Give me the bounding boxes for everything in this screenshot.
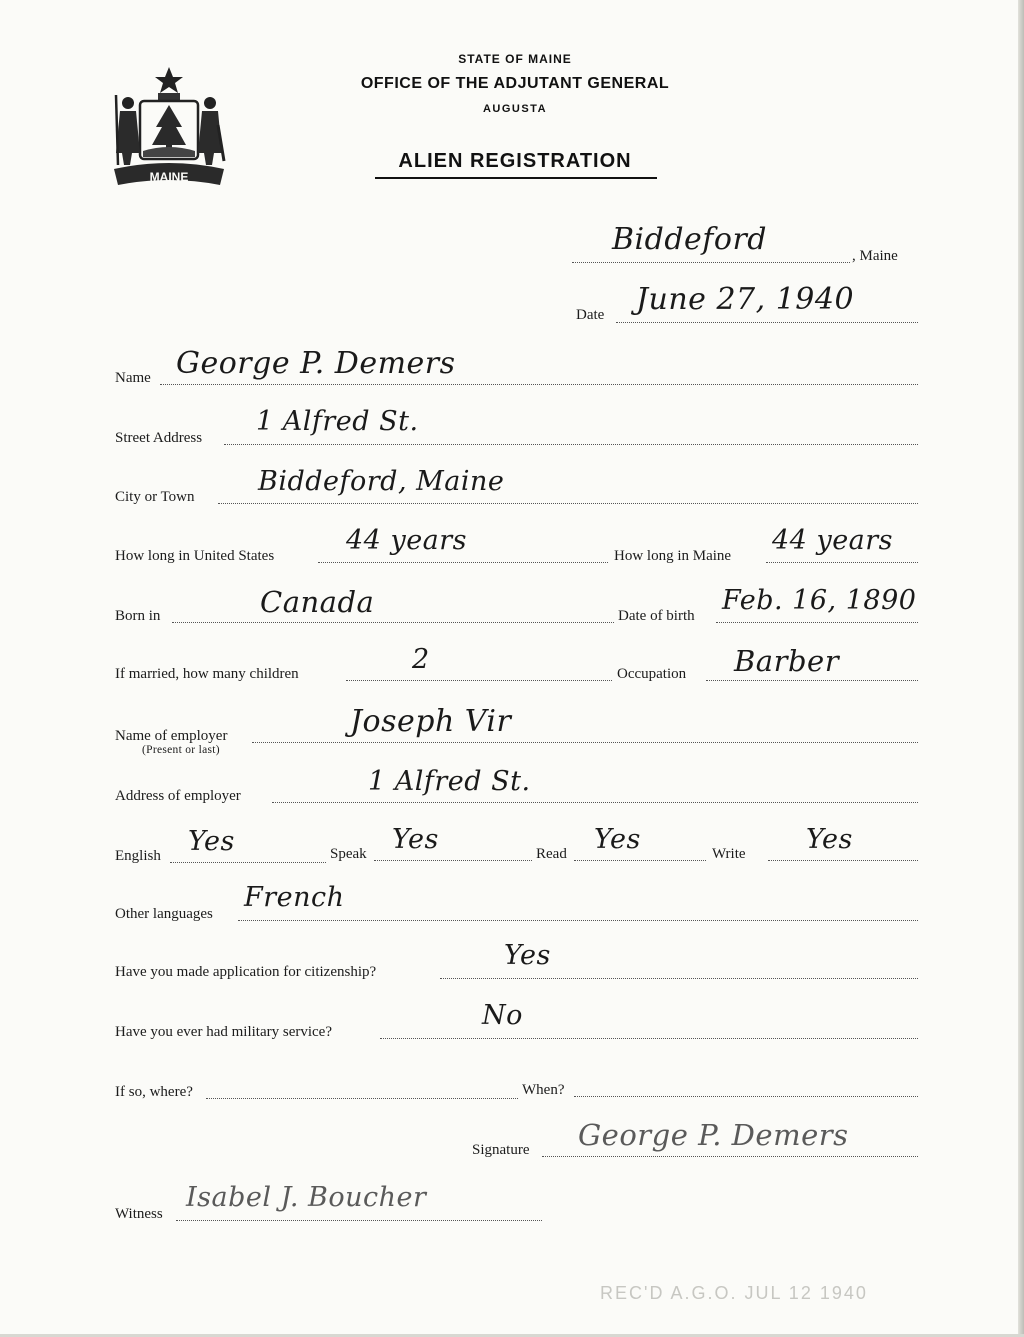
- town-value: Biddeford: [612, 222, 768, 257]
- received-stamp: REC'D A.G.O. JUL 12 1940: [600, 1283, 868, 1303]
- maine-years-label: How long in Maine: [614, 548, 732, 564]
- write-value: Yes: [806, 824, 853, 855]
- speak-line: [374, 860, 532, 861]
- maine-years-line: [766, 562, 918, 563]
- dob-label: Date of birth: [618, 608, 695, 624]
- city-line: [218, 503, 918, 504]
- maine-years-value: 44 years: [772, 525, 894, 556]
- children-value: 2: [412, 644, 430, 675]
- name-label: Name: [115, 370, 151, 386]
- read-value: Yes: [594, 824, 641, 855]
- military-line: [380, 1038, 918, 1039]
- children-line: [346, 680, 612, 681]
- svg-text:MAINE: MAINE: [149, 170, 189, 184]
- other-languages-label: Other languages: [115, 906, 213, 922]
- english-line: [170, 862, 326, 863]
- date-line: [616, 322, 918, 323]
- city-value: Biddeford, Maine: [258, 466, 505, 497]
- signature-label: Signature: [472, 1142, 530, 1158]
- dob-line: [716, 622, 918, 623]
- citizenship-line: [440, 978, 918, 979]
- city-label: City or Town: [115, 489, 195, 505]
- town-suffix: , Maine: [852, 248, 898, 264]
- born-in-line: [172, 622, 614, 623]
- us-years-line: [318, 562, 608, 563]
- signature-value: George P. Demers: [578, 1118, 849, 1152]
- dob-value: Feb. 16, 1890: [722, 585, 917, 616]
- english-value: Yes: [188, 826, 235, 857]
- military-value: No: [482, 1000, 523, 1031]
- employer-address-label: Address of employer: [115, 788, 241, 804]
- page-edge: [1018, 0, 1024, 1337]
- us-years-value: 44 years: [346, 525, 468, 556]
- write-line: [768, 860, 918, 861]
- date-label: Date: [576, 307, 605, 323]
- date-value: June 27, 1940: [636, 282, 855, 317]
- street-label: Street Address: [115, 430, 203, 446]
- witness-value: Isabel J. Boucher: [186, 1182, 427, 1213]
- employer-address-line: [272, 802, 918, 803]
- occupation-value: Barber: [734, 644, 840, 678]
- born-in-value: Canada: [260, 585, 375, 619]
- write-label: Write: [712, 846, 746, 862]
- city-heading: AUGUSTA: [482, 103, 548, 115]
- other-languages-line: [238, 920, 918, 921]
- employer-label: Name of employer: [115, 728, 228, 744]
- witness-label: Witness: [115, 1206, 163, 1222]
- citizenship-label: Have you made application for citizenship?: [115, 964, 377, 980]
- other-languages-value: French: [244, 882, 345, 913]
- when-line: [574, 1096, 918, 1097]
- street-line: [224, 444, 918, 445]
- employer-value: Joseph Vir: [350, 704, 512, 739]
- where-line: [206, 1098, 518, 1099]
- occupation-line: [706, 680, 918, 681]
- military-label: Have you ever had military service?: [115, 1024, 332, 1040]
- name-line: [160, 384, 918, 385]
- witness-line: [176, 1220, 542, 1221]
- when-label: When?: [522, 1082, 565, 1098]
- occupation-label: Occupation: [617, 666, 687, 682]
- speak-value: Yes: [392, 824, 439, 855]
- citizenship-value: Yes: [504, 940, 551, 971]
- employer-address-value: 1 Alfred St.: [368, 766, 531, 797]
- state-seal-icon: [110, 65, 228, 193]
- title-underline: [375, 177, 657, 179]
- state-heading: STATE OF MAINE: [458, 52, 572, 66]
- street-value: 1 Alfred St.: [256, 406, 419, 437]
- employer-line: [252, 742, 918, 743]
- where-label: If so, where?: [115, 1084, 193, 1100]
- children-label: If married, how many children: [115, 666, 299, 682]
- town-line: [572, 262, 850, 263]
- office-heading: OFFICE OF THE ADJUTANT GENERAL: [360, 75, 670, 92]
- read-label: Read: [536, 846, 567, 862]
- us-years-label: How long in United States: [115, 548, 275, 564]
- read-line: [574, 860, 706, 861]
- signature-line: [542, 1156, 918, 1157]
- name-value: George P. Demers: [176, 346, 456, 381]
- born-in-label: Born in: [115, 608, 161, 624]
- english-label: English: [115, 848, 161, 864]
- employer-sublabel: (Present or last): [142, 744, 220, 756]
- speak-label: Speak: [330, 846, 367, 862]
- form-title: ALIEN REGISTRATION: [398, 150, 632, 172]
